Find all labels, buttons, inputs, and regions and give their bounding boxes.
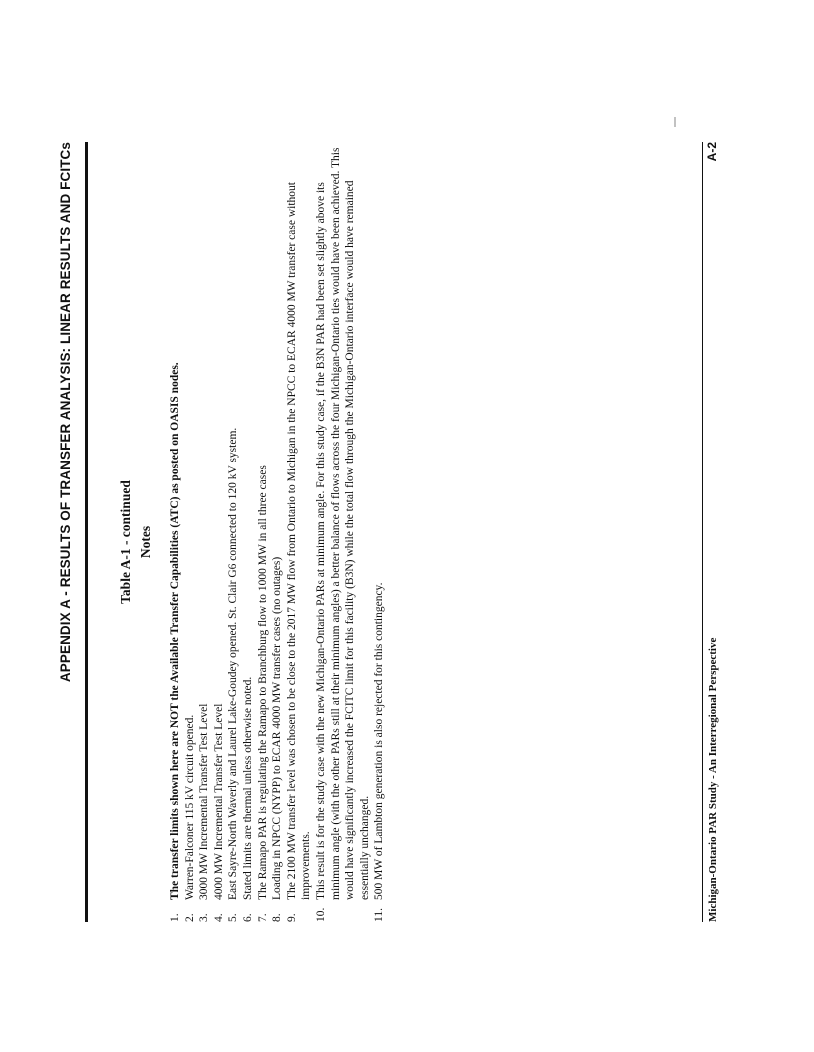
note-item (241, 142, 256, 922)
note-text: Loading in NPCC (NYPP) to ECAR 4000 MW transfer cases (no outages) (271, 556, 284, 900)
note-text: The transfer limits shown here are NOT the Available Transfer Capabilities (ATC) as posted on OASIS nodes. (169, 362, 181, 900)
note-item (372, 142, 387, 922)
note-text: 4000 MW Incremental Transfer Test Level (212, 703, 225, 900)
note-number: 11. (373, 908, 386, 922)
note-text: 500 MW of Lambton generation is also rejected for this contingency. (373, 582, 386, 900)
note-number: 3. (198, 913, 211, 922)
note-item (270, 142, 285, 922)
appendix-header-title: APPENDIX A - RESULTS OF TRANSFER ANALYSIS: LINEAR RESULTS AND FCITCs (58, 142, 73, 683)
note-number: 4. (212, 913, 225, 922)
note-text: The Ramapo PAR is regulating the Ramapo to Branchburg flow to 1000 MW in all three cases (256, 465, 269, 900)
note-item (212, 142, 227, 922)
scan-artifact-mark (674, 117, 676, 127)
note-text: Warren-Falconer 115 kV circuit opened. (183, 714, 196, 900)
note-text: Stated limits are thermal unless otherwise noted. (241, 676, 254, 900)
note-item (168, 142, 183, 922)
note-item (256, 142, 271, 922)
note-text: 3000 MW Incremental Transfer Test Level (198, 703, 211, 900)
note-number: 1. (169, 913, 181, 922)
note-number: 5. (227, 913, 240, 922)
note-number: 7. (256, 913, 269, 922)
table-subtitle: Notes (138, 525, 153, 559)
header-rule (85, 142, 88, 922)
note-text: The 2100 MW transfer level was chosen to be close to the 2017 MW flow from Ontario to Michigan in the NPCC to ECAR 4000 MW transfer case without improvements. (285, 182, 313, 900)
note-number: 2. (183, 913, 196, 922)
note-number: 8. (271, 913, 284, 922)
note-text: This result is for the study case with the new Michigan-Ontario PARs at minimum angle. For this study case, if the B3N PAR had been set slightly above its minimum angle (with the other PARs still at their minimum angles) a better balance of flows across the four Michigan-Ontario ties would have been achieved. This would have significantly increased the FCITC limit for this facility (B3N) while the total flow through the Michigan-Ontario interface would have remained essentially unchanged. (314, 147, 371, 900)
note-number: 10. (314, 907, 327, 922)
footer-study-title: Michigan-Ontario PAR Study - An Interregional Perspective (707, 637, 719, 922)
note-item (197, 142, 212, 922)
note-number: 6. (241, 913, 254, 922)
table-title: Table A-1 - continued (118, 480, 133, 604)
note-item (183, 142, 198, 922)
note-item (285, 142, 314, 922)
note-text: East Sayre-North Waverly and Laurel Lake-Goudey opened. St. Clair G6 connected to 120 kV system. (227, 427, 240, 900)
footer-rule (702, 142, 703, 922)
footer-page-number: A-2 (705, 142, 719, 162)
note-item (314, 142, 372, 922)
note-number: 9. (285, 913, 298, 922)
notes-list (168, 142, 387, 922)
note-item (226, 142, 241, 922)
